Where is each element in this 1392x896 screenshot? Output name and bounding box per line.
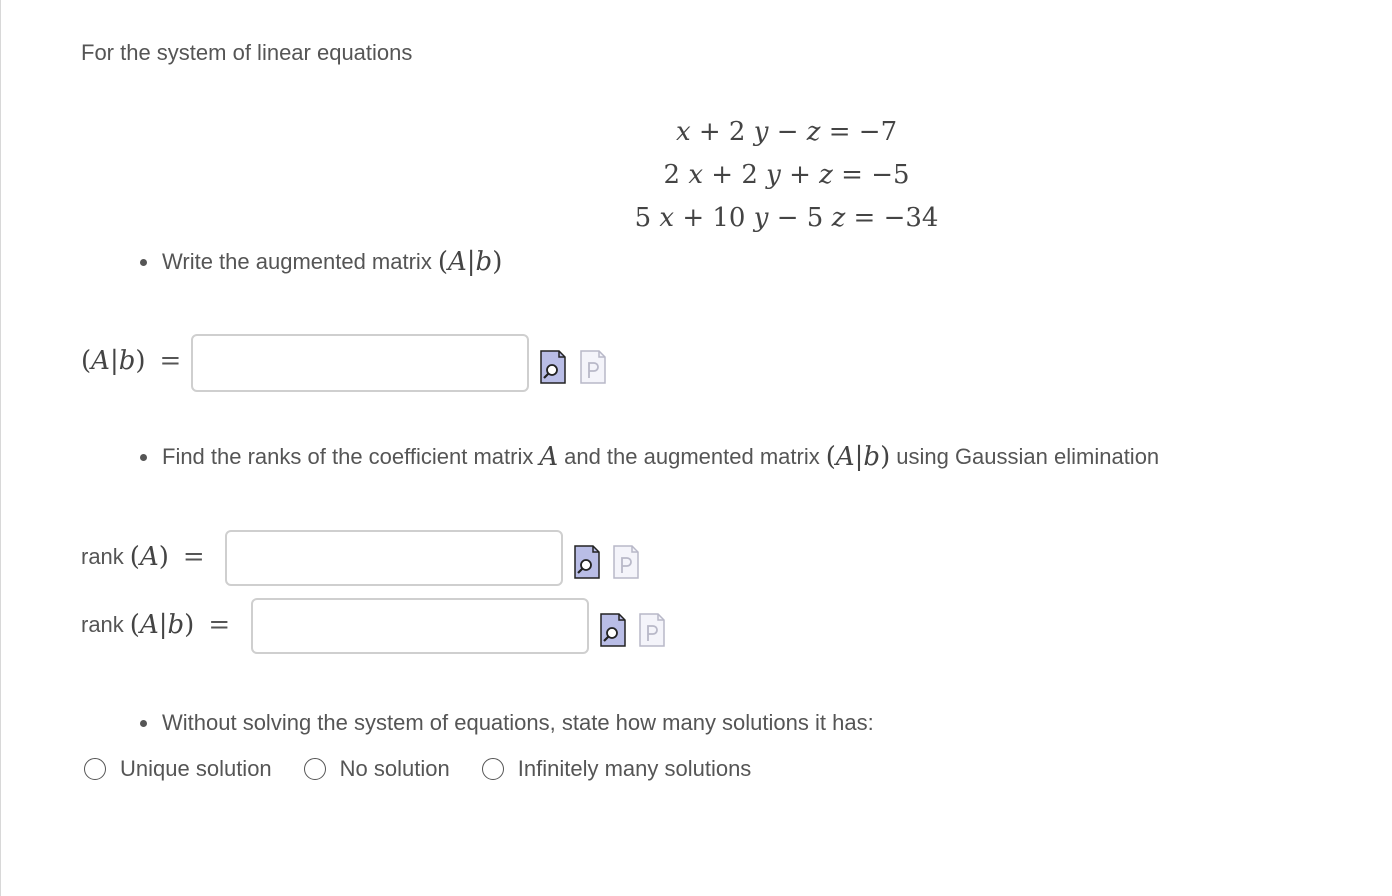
radio-button[interactable] <box>84 758 106 780</box>
preview-icon[interactable] <box>540 350 566 384</box>
equation-2: 2 x + 2 y + z = −5 <box>663 160 910 190</box>
radio-button[interactable] <box>482 758 504 780</box>
equation-system <box>560 78 980 233</box>
bullet-solutions: Without solving the system of equations, state how many solutions it has: <box>140 710 874 736</box>
augmented-symbol: (A|b) <box>437 247 503 277</box>
bullet-augmented: Write the augmented matrix (A|b) <box>140 247 508 277</box>
radio-unique-solution[interactable]: Unique solution <box>84 756 272 782</box>
syntax-help-icon[interactable] <box>639 613 665 647</box>
bullet-dot <box>140 720 147 727</box>
question-intro: For the system of linear equations <box>81 40 413 65</box>
preview-icon[interactable] <box>600 613 626 647</box>
equation-3: 5 x + 10 y − 5 z = −34 <box>634 203 939 233</box>
augmented-matrix-input[interactable] <box>191 334 529 392</box>
radio-no-solution[interactable]: No solution <box>304 756 450 782</box>
augmented-label: (A|b) = <box>81 346 182 376</box>
rank-ab-input[interactable] <box>251 598 589 654</box>
bullet-dot <box>140 454 147 461</box>
left-border <box>0 0 1 896</box>
radio-button[interactable] <box>304 758 326 780</box>
rank-a-input[interactable] <box>225 530 563 586</box>
syntax-help-icon[interactable] <box>613 545 639 579</box>
rank-ab-label: rank (A|b) = <box>81 610 231 640</box>
solution-radio-group <box>84 756 783 782</box>
radio-infinitely-many[interactable]: Infinitely many solutions <box>482 756 752 782</box>
rank-a-label: rank (A) = <box>81 542 205 572</box>
equation-1: x + 2 y − z = −7 <box>675 117 898 147</box>
bullet-dot <box>140 259 147 266</box>
preview-icon[interactable] <box>574 545 600 579</box>
syntax-help-icon[interactable] <box>580 350 606 384</box>
bullet-ranks: Find the ranks of the coefficient matrix A and the augmented matrix (A|b) using Gaussian elimination <box>140 442 1159 472</box>
